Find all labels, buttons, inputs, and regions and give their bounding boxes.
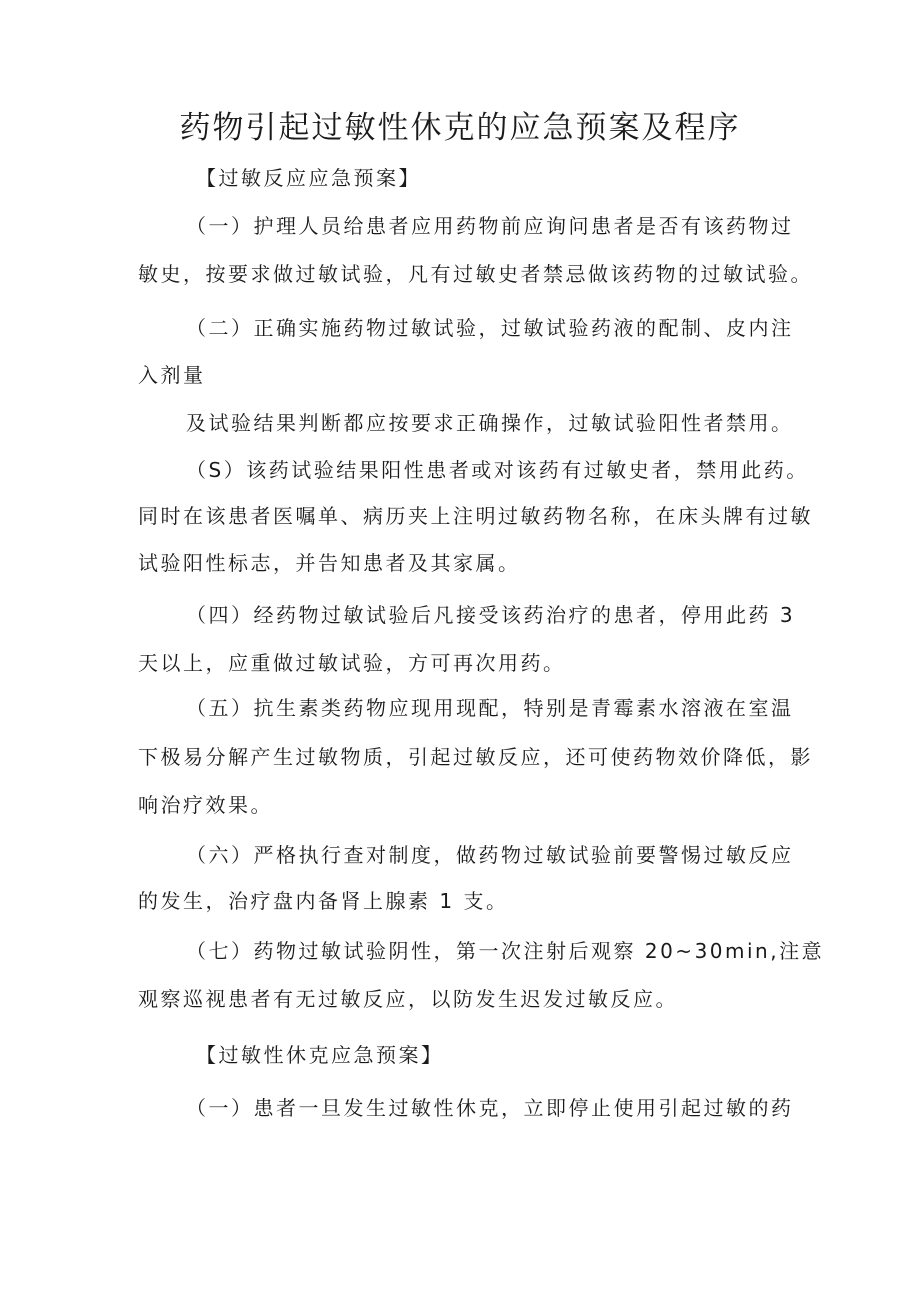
section-heading-allergy-reaction: 【过敏反应应急预案】 [196,166,421,190]
paragraph-line: （六）严格执行查对制度，做药物过敏试验前要警惕过敏反应 [186,843,794,867]
paragraph-line: （一）患者一旦发生过敏性休克，立即停止使用引起过敏的药 [186,1096,794,1120]
paragraph-line: 响治疗效果。 [138,793,273,817]
paragraph-line: 试验阳性标志，并告知患者及其家属。 [138,551,521,575]
paragraph-line: 下极易分解产生过敏物质，引起过敏反应，还可使药物效价降低，影 [138,745,813,769]
section-heading-anaphylactic-shock: 【过敏性休克应急预案】 [196,1043,444,1067]
paragraph-line: 观察巡视患者有无过敏反应，以防发生迟发过敏反应。 [138,987,678,1011]
paragraph-line: （S）该药试验结果阳性患者或对该药有过敏史者，禁用此药。 [186,458,809,482]
paragraph-line: （五）抗生素类药物应现用现配，特别是青霉素水溶液在室温 [186,696,794,720]
paragraph-line: 同时在该患者医嘱单、病历夹上注明过敏药物名称，在床头牌有过敏 [138,504,813,528]
paragraph-line: 及试验结果判断都应按要求正确操作，过敏试验阳性者禁用。 [186,411,794,435]
paragraph-line: 天以上，应重做过敏试验，方可再次用药。 [138,651,566,675]
paragraph-line: （一）护理人员给患者应用药物前应询问患者是否有该药物过 [186,214,794,238]
paragraph-line: 的发生，治疗盘内备肾上腺素 1 支。 [138,889,509,913]
paragraph-line: 入剂量 [138,363,206,387]
paragraph-line: （二）正确实施药物过敏试验，过敏试验药液的配制、皮内注 [186,316,794,340]
paragraph-line: （四）经药物过敏试验后凡接受该药治疗的患者，停用此药 3 [186,603,796,627]
document-title: 药物引起过敏性休克的应急预案及程序 [179,110,741,146]
paragraph-line: （七）药物过敏试验阴性，第一次注射后观察 20~30min,注意 [186,939,825,963]
paragraph-line: 敏史，按要求做过敏试验，凡有过敏史者禁忌做该药物的过敏试验。 [138,262,813,286]
